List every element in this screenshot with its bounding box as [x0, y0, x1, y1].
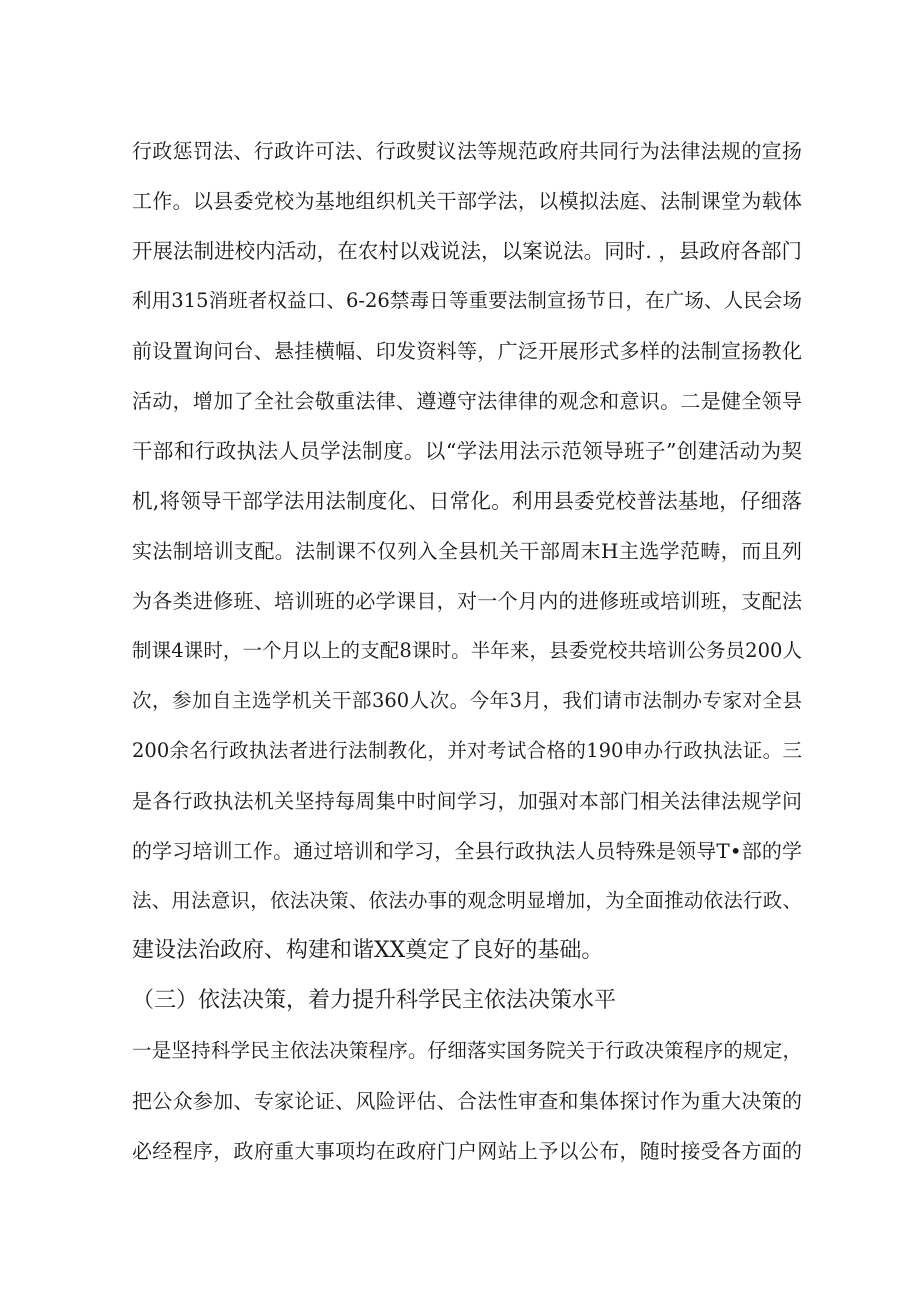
paragraph-1-line-1: 行政惩罚法、行政许可法、行政熨议法等规范政府共同行为法律法规的宣扬 — [132, 139, 802, 163]
paragraph-2-line-1: 一是坚持科学民主依法决策程序。仔细落实国务院关于行政决策程序的规定， — [132, 1039, 802, 1062]
paragraph-2-line-2: 把公众参加、专家论证、风险评估、合法性审查和集体探讨作为重大决策的 — [132, 1089, 802, 1113]
paragraph-1-line-5: 前设置询问台、悬挂横幅、印发资料等，广泛开展形式多样的法制宣扬教化 — [132, 339, 802, 363]
paragraph-1-line-10: 为各类进修班、培训班的必学课目，对一个月内的进修班或培训班，支配法 — [132, 589, 802, 613]
paragraph-2-line-3: 必经程序，政府重大事项均在政府门户网站上予以公布，随时接受各方面的 — [132, 1139, 802, 1163]
paragraph-1-line-11: 制课4课时，一个月以上的支配8课时。半年来，县委党校共培训公务员200人 — [132, 639, 802, 662]
paragraph-1-line-12: 次，参加自主选学机关干部360人次。今年3月，我们请市法制办专家对全县 — [132, 689, 802, 712]
paragraph-1-line-7: 干部和行政执法人员学法制度。以“学法用法示范领导班子”创建活动为契 — [132, 439, 802, 463]
section-heading: （三）依法决策，着力提升科学民主依法决策水平 — [132, 988, 617, 1013]
paragraph-1-line-6: 活动，增加了全社会敬重法律、遵遵守法律律的观念和意识。二是健全领导 — [132, 389, 802, 413]
paragraph-1-line-16: 法、用法意识，依法决策、依法办事的观念明显增加，为全面推动依法行政、 — [132, 889, 802, 912]
paragraph-1-line-3: 开展法制进校内活动，在农村以戏说法，以案说法。同时. ，县政府各部门 — [132, 239, 802, 263]
paragraph-1-line-8: 机,将领导干部学法用法制度化、日常化。利用县委党校普法基地，仔细落 — [132, 489, 802, 513]
paragraph-1-line-17: 建设法治政府、构建和谐XX奠定了良好的基础。 — [132, 938, 604, 963]
paragraph-1-line-15: 的学习培训工作。通过培训和学习，全县行政执法人员特殊是领导T•部的学 — [132, 839, 802, 863]
paragraph-1-line-4: 利用315消班者权益口、6-26禁毒日等重要法制宣扬节日，在广场、人民会场 — [132, 289, 802, 312]
paragraph-1-line-2: 工作。以县委党校为基地组织机关干部学法，以模拟法庭、法制课堂为载体 — [132, 189, 802, 213]
paragraph-1-line-9: 实法制培训支配。法制课不仅列入全县机关干部周末H主选学范畴，而且列 — [132, 539, 802, 563]
paragraph-1-line-13: 200余名行政执法者进行法制教化，并对考试合格的190申办行政执法证。三 — [132, 739, 802, 762]
paragraph-1-line-14: 是各行政执法机关坚持每周集中时间学习，加强对本部门相关法律法规学问 — [132, 789, 802, 813]
